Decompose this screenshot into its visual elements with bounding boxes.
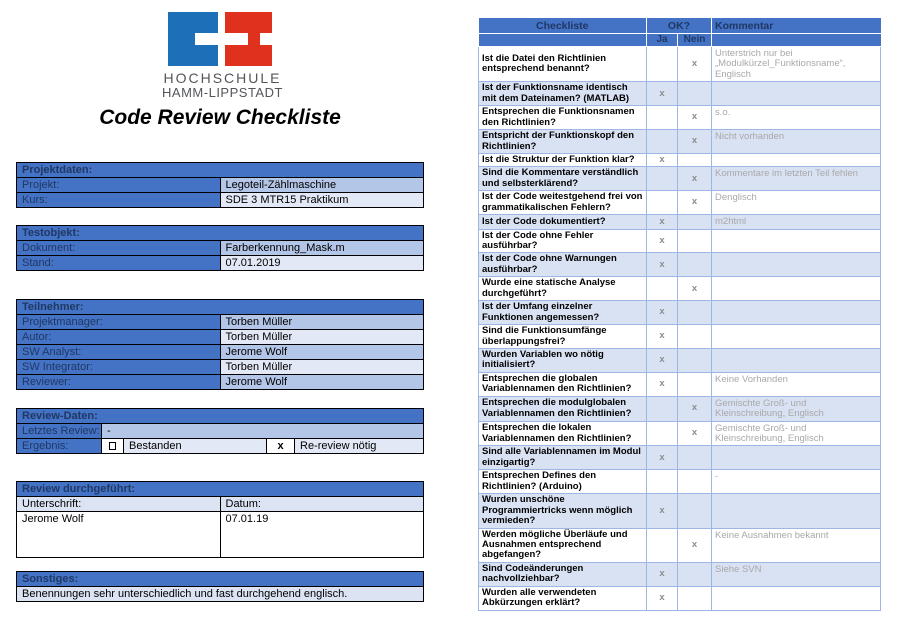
ja-mark-cell: x bbox=[647, 562, 678, 586]
comment-cell bbox=[712, 586, 881, 610]
info-table-header-row bbox=[17, 300, 424, 315]
info-row-label: SW Analyst: bbox=[17, 345, 221, 360]
checklist-row bbox=[479, 167, 881, 191]
ja-mark-cell bbox=[647, 130, 678, 154]
ja-mark-cell: x bbox=[647, 446, 678, 470]
ja-mark-cell: x bbox=[647, 325, 678, 349]
sonstiges-note: Benennungen sehr unterschiedlich und fast durchgehend englisch. bbox=[17, 587, 424, 602]
ja-mark-cell bbox=[647, 528, 678, 562]
ja-mark-cell: x bbox=[647, 215, 678, 229]
institution-line2: HAMM-LIPPSTADT bbox=[162, 84, 283, 100]
kommentar-column-header: Kommentar bbox=[712, 18, 881, 34]
info-row-label: Projektmanager: bbox=[17, 315, 221, 330]
ja-mark-cell bbox=[647, 421, 678, 446]
comment-cell: Keine Ausnahmen bekannt bbox=[712, 528, 881, 562]
comment-cell bbox=[712, 82, 881, 106]
info-row-value: Torben Müller bbox=[220, 360, 424, 375]
bestanden-checkbox bbox=[102, 439, 124, 454]
checklist-row bbox=[479, 153, 881, 166]
teilnehmer-header: Teilnehmer: bbox=[17, 300, 424, 315]
page-title: Code Review Checkliste bbox=[99, 106, 341, 129]
testobjekt-table bbox=[16, 225, 424, 271]
checklist-question: Wurden alle verwendeten Abkürzungen erklärt? bbox=[479, 586, 647, 610]
nein-mark-cell: x bbox=[678, 396, 712, 421]
checklist-row bbox=[479, 106, 881, 130]
checklist-row bbox=[479, 277, 881, 301]
nein-mark-cell: x bbox=[678, 528, 712, 562]
checklist-row bbox=[479, 301, 881, 325]
nein-mark-cell bbox=[678, 586, 712, 610]
ja-mark-cell: x bbox=[647, 229, 678, 253]
info-row-value: Jerome Wolf bbox=[220, 375, 424, 390]
checklist-question: Sind die Funktionsumfänge überlappungsfrei? bbox=[479, 325, 647, 349]
institution-line1: HOCHSCHULE bbox=[163, 70, 282, 86]
nein-mark-cell: x bbox=[678, 47, 712, 82]
checklist-question: Ist der Code weitestgehend frei von grammatikalischen Fehlern? bbox=[479, 191, 647, 215]
signature-value: Jerome Wolf bbox=[17, 512, 221, 558]
comment-cell: s.o. bbox=[712, 106, 881, 130]
info-row-value: SDE 3 MTR15 Praktikum bbox=[220, 193, 424, 208]
rereview-label: Re-review nötig bbox=[295, 439, 424, 454]
nein-mark-cell bbox=[678, 301, 712, 325]
checklist-row bbox=[479, 229, 881, 253]
checklist-row bbox=[479, 348, 881, 372]
logo-notch bbox=[260, 33, 272, 45]
review-daten-table bbox=[16, 408, 424, 454]
ja-mark-cell: x bbox=[647, 153, 678, 166]
bestanden-label: Bestanden bbox=[124, 439, 267, 454]
unterschrift-column-header: Unterschrift: bbox=[17, 497, 221, 512]
comment-cell: Siehe SVN bbox=[712, 562, 881, 586]
info-row-label: Kurs: bbox=[17, 193, 221, 208]
sonstiges-table bbox=[16, 571, 424, 602]
checklist-question: Entsprechen die lokalen Variablennamen den Richtlinien? bbox=[479, 421, 647, 446]
checklist-question: Wurden Variablen wo nötig initialisiert? bbox=[479, 348, 647, 372]
comment-cell bbox=[712, 446, 881, 470]
review-daten-header: Review-Daten: bbox=[17, 409, 424, 424]
ja-mark-cell: x bbox=[647, 348, 678, 372]
nein-mark-cell bbox=[678, 153, 712, 166]
checklist-row bbox=[479, 47, 881, 82]
ja-mark-cell bbox=[647, 106, 678, 130]
info-row-value: Farberkennung_Mask.m bbox=[220, 241, 424, 256]
nein-mark-cell bbox=[678, 348, 712, 372]
comment-cell bbox=[712, 301, 881, 325]
info-row-value: Legoteil-Zählmaschine bbox=[220, 178, 424, 193]
ok-column-header: OK? bbox=[647, 18, 712, 34]
comment-cell: Nicht vorhanden bbox=[712, 130, 881, 154]
comment-cell: - bbox=[712, 470, 881, 494]
checklist-row bbox=[479, 421, 881, 446]
info-row bbox=[17, 193, 424, 208]
nein-mark-cell bbox=[678, 215, 712, 229]
checklist-row bbox=[479, 82, 881, 106]
checklist-question: Wurde eine statische Analyse durchgeführt? bbox=[479, 277, 647, 301]
checklist-row bbox=[479, 215, 881, 229]
logo-connector-bar bbox=[195, 33, 248, 45]
nein-mark-cell: x bbox=[678, 421, 712, 446]
info-table-header-row bbox=[17, 226, 424, 241]
nein-mark-cell bbox=[678, 82, 712, 106]
comment-cell: Gemischte Groß- und Kleinschreibung, Englisch bbox=[712, 396, 881, 421]
checklist-row bbox=[479, 191, 881, 215]
review-done-table bbox=[16, 481, 424, 558]
checklist-row bbox=[479, 528, 881, 562]
checklist-question: Ist der Code dokumentiert? bbox=[479, 215, 647, 229]
nein-mark-cell: x bbox=[678, 277, 712, 301]
checklist-question: Ist der Code ohne Warnungen ausführbar? bbox=[479, 253, 647, 277]
info-row bbox=[17, 241, 424, 256]
ja-mark-cell bbox=[647, 47, 678, 82]
ja-mark-cell: x bbox=[647, 82, 678, 106]
info-table-header-row bbox=[17, 163, 424, 178]
checklist-header-spacer bbox=[479, 34, 647, 47]
checklist-question: Ist die Datei den Richtlinien entsprechend benannt? bbox=[479, 47, 647, 82]
comment-cell: Unterstrich nur bei „Modulkürzel_Funktionsname“, Englisch bbox=[712, 47, 881, 82]
letztes-review-label: Letztes Review: bbox=[17, 424, 102, 439]
info-row bbox=[17, 330, 424, 345]
checklist-question: Entsprechen die Funktionsnamen den Richtlinien? bbox=[479, 106, 647, 130]
comment-cell: m2html bbox=[712, 215, 881, 229]
checklist-question: Sind die Kommentare verständlich und selbsterklärend? bbox=[479, 167, 647, 191]
checklist-row bbox=[479, 253, 881, 277]
checklist-row bbox=[479, 325, 881, 349]
hshl-logo bbox=[168, 12, 272, 66]
ja-mark-cell bbox=[647, 470, 678, 494]
info-row-label: Stand: bbox=[17, 256, 221, 271]
ergebnis-label: Ergebnis: bbox=[17, 439, 102, 454]
ja-mark-cell: x bbox=[647, 494, 678, 528]
ja-mark-cell: x bbox=[647, 253, 678, 277]
checklist-question: Ist der Code ohne Fehler ausführbar? bbox=[479, 229, 647, 253]
comment-cell bbox=[712, 153, 881, 166]
info-row-value: Torben Müller bbox=[220, 330, 424, 345]
info-row-label: Dokument: bbox=[17, 241, 221, 256]
nein-column-header: Nein bbox=[678, 34, 712, 47]
nein-mark-cell bbox=[678, 229, 712, 253]
ja-column-header: Ja bbox=[647, 34, 678, 47]
checklist-table bbox=[478, 18, 881, 611]
comment-cell: Gemischte Groß- und Kleinschreibung, Englisch bbox=[712, 421, 881, 446]
nein-mark-cell: x bbox=[678, 191, 712, 215]
checklist-row bbox=[479, 372, 881, 396]
ja-mark-cell: x bbox=[647, 586, 678, 610]
info-row-label: Projekt: bbox=[17, 178, 221, 193]
checklist-row bbox=[479, 446, 881, 470]
info-row-value: 07.01.2019 bbox=[220, 256, 424, 271]
checklist-question: Entspricht der Funktionskopf den Richtlinien? bbox=[479, 130, 647, 154]
checklist-row bbox=[479, 130, 881, 154]
checklist-question: Sind alle Variablennamen im Modul einzigartig? bbox=[479, 446, 647, 470]
info-row bbox=[17, 375, 424, 390]
checklist-question: Ist der Funktionsname identisch mit dem Dateinamen? (MATLAB) bbox=[479, 82, 647, 106]
nein-mark-cell bbox=[678, 470, 712, 494]
info-row-label: Reviewer: bbox=[17, 375, 221, 390]
checklist-row bbox=[479, 562, 881, 586]
ja-mark-cell bbox=[647, 191, 678, 215]
checklist-question: Ist die Struktur der Funktion klar? bbox=[479, 153, 647, 166]
checklist-row bbox=[479, 470, 881, 494]
checklist-question: Wurden unschöne Programmiertricks wenn möglich vermieden? bbox=[479, 494, 647, 528]
date-value: 07.01.19 bbox=[220, 512, 424, 558]
nein-mark-cell bbox=[678, 446, 712, 470]
sonstiges-header: Sonstiges: bbox=[17, 572, 424, 587]
ja-mark-cell: x bbox=[647, 372, 678, 396]
nein-mark-cell bbox=[678, 253, 712, 277]
info-row-label: Autor: bbox=[17, 330, 221, 345]
comment-cell bbox=[712, 494, 881, 528]
nein-mark-cell: x bbox=[678, 106, 712, 130]
projektdaten-header: Projektdaten: bbox=[17, 163, 424, 178]
comment-cell bbox=[712, 229, 881, 253]
checklist-body bbox=[479, 47, 881, 611]
info-row-value: Torben Müller bbox=[220, 315, 424, 330]
testobjekt-header: Testobjekt: bbox=[17, 226, 424, 241]
checkbox-icon bbox=[109, 442, 116, 450]
checklist-row bbox=[479, 396, 881, 421]
checklist-question: Entsprechen die globalen Variablennamen den Richtlinien? bbox=[479, 372, 647, 396]
nein-mark-cell: x bbox=[678, 130, 712, 154]
ja-mark-cell: x bbox=[647, 301, 678, 325]
info-row bbox=[17, 315, 424, 330]
teilnehmer-table bbox=[16, 299, 424, 390]
info-row-value: Jerome Wolf bbox=[220, 345, 424, 360]
nein-mark-cell: x bbox=[678, 167, 712, 191]
checklist-question: Werden mögliche Überläufe und Ausnahmen entsprechend abgefangen? bbox=[479, 528, 647, 562]
comment-cell bbox=[712, 253, 881, 277]
projektdaten-table bbox=[16, 162, 424, 208]
nein-mark-cell bbox=[678, 562, 712, 586]
comment-cell bbox=[712, 348, 881, 372]
letztes-review-value: - bbox=[102, 424, 424, 439]
comment-cell: Denglisch bbox=[712, 191, 881, 215]
info-row bbox=[17, 345, 424, 360]
checklist-question: Ist der Umfang einzelner Funktionen angemessen? bbox=[479, 301, 647, 325]
info-row bbox=[17, 360, 424, 375]
ja-mark-cell bbox=[647, 277, 678, 301]
info-row-label: SW Integrator: bbox=[17, 360, 221, 375]
review-done-header: Review durchgeführt: bbox=[17, 482, 424, 497]
ja-mark-cell bbox=[647, 396, 678, 421]
checklist-column-header: Checkliste bbox=[479, 18, 647, 34]
checklist-question: Sind Codeänderungen nachvollziehbar? bbox=[479, 562, 647, 586]
info-row bbox=[17, 178, 424, 193]
datum-column-header: Datum: bbox=[220, 497, 424, 512]
comment-cell bbox=[712, 325, 881, 349]
checklist-question: Entsprechen Defines den Richtlinien? (Arduino) bbox=[479, 470, 647, 494]
checklist-row bbox=[479, 494, 881, 528]
nein-mark-cell bbox=[678, 494, 712, 528]
institution-name bbox=[120, 71, 325, 100]
comment-cell: Keine Vorhanden bbox=[712, 372, 881, 396]
nein-mark-cell bbox=[678, 372, 712, 396]
rereview-mark: x bbox=[267, 439, 295, 454]
comment-cell bbox=[712, 277, 881, 301]
ja-mark-cell bbox=[647, 167, 678, 191]
info-row bbox=[17, 256, 424, 271]
nein-mark-cell bbox=[678, 325, 712, 349]
comment-cell: Kommentare im letzten Teil fehlen bbox=[712, 167, 881, 191]
checklist-row bbox=[479, 586, 881, 610]
kommentar-header-spacer bbox=[712, 34, 881, 47]
checklist-question: Entsprechen die modulglobalen Variablennamen den Richtlinien? bbox=[479, 396, 647, 421]
